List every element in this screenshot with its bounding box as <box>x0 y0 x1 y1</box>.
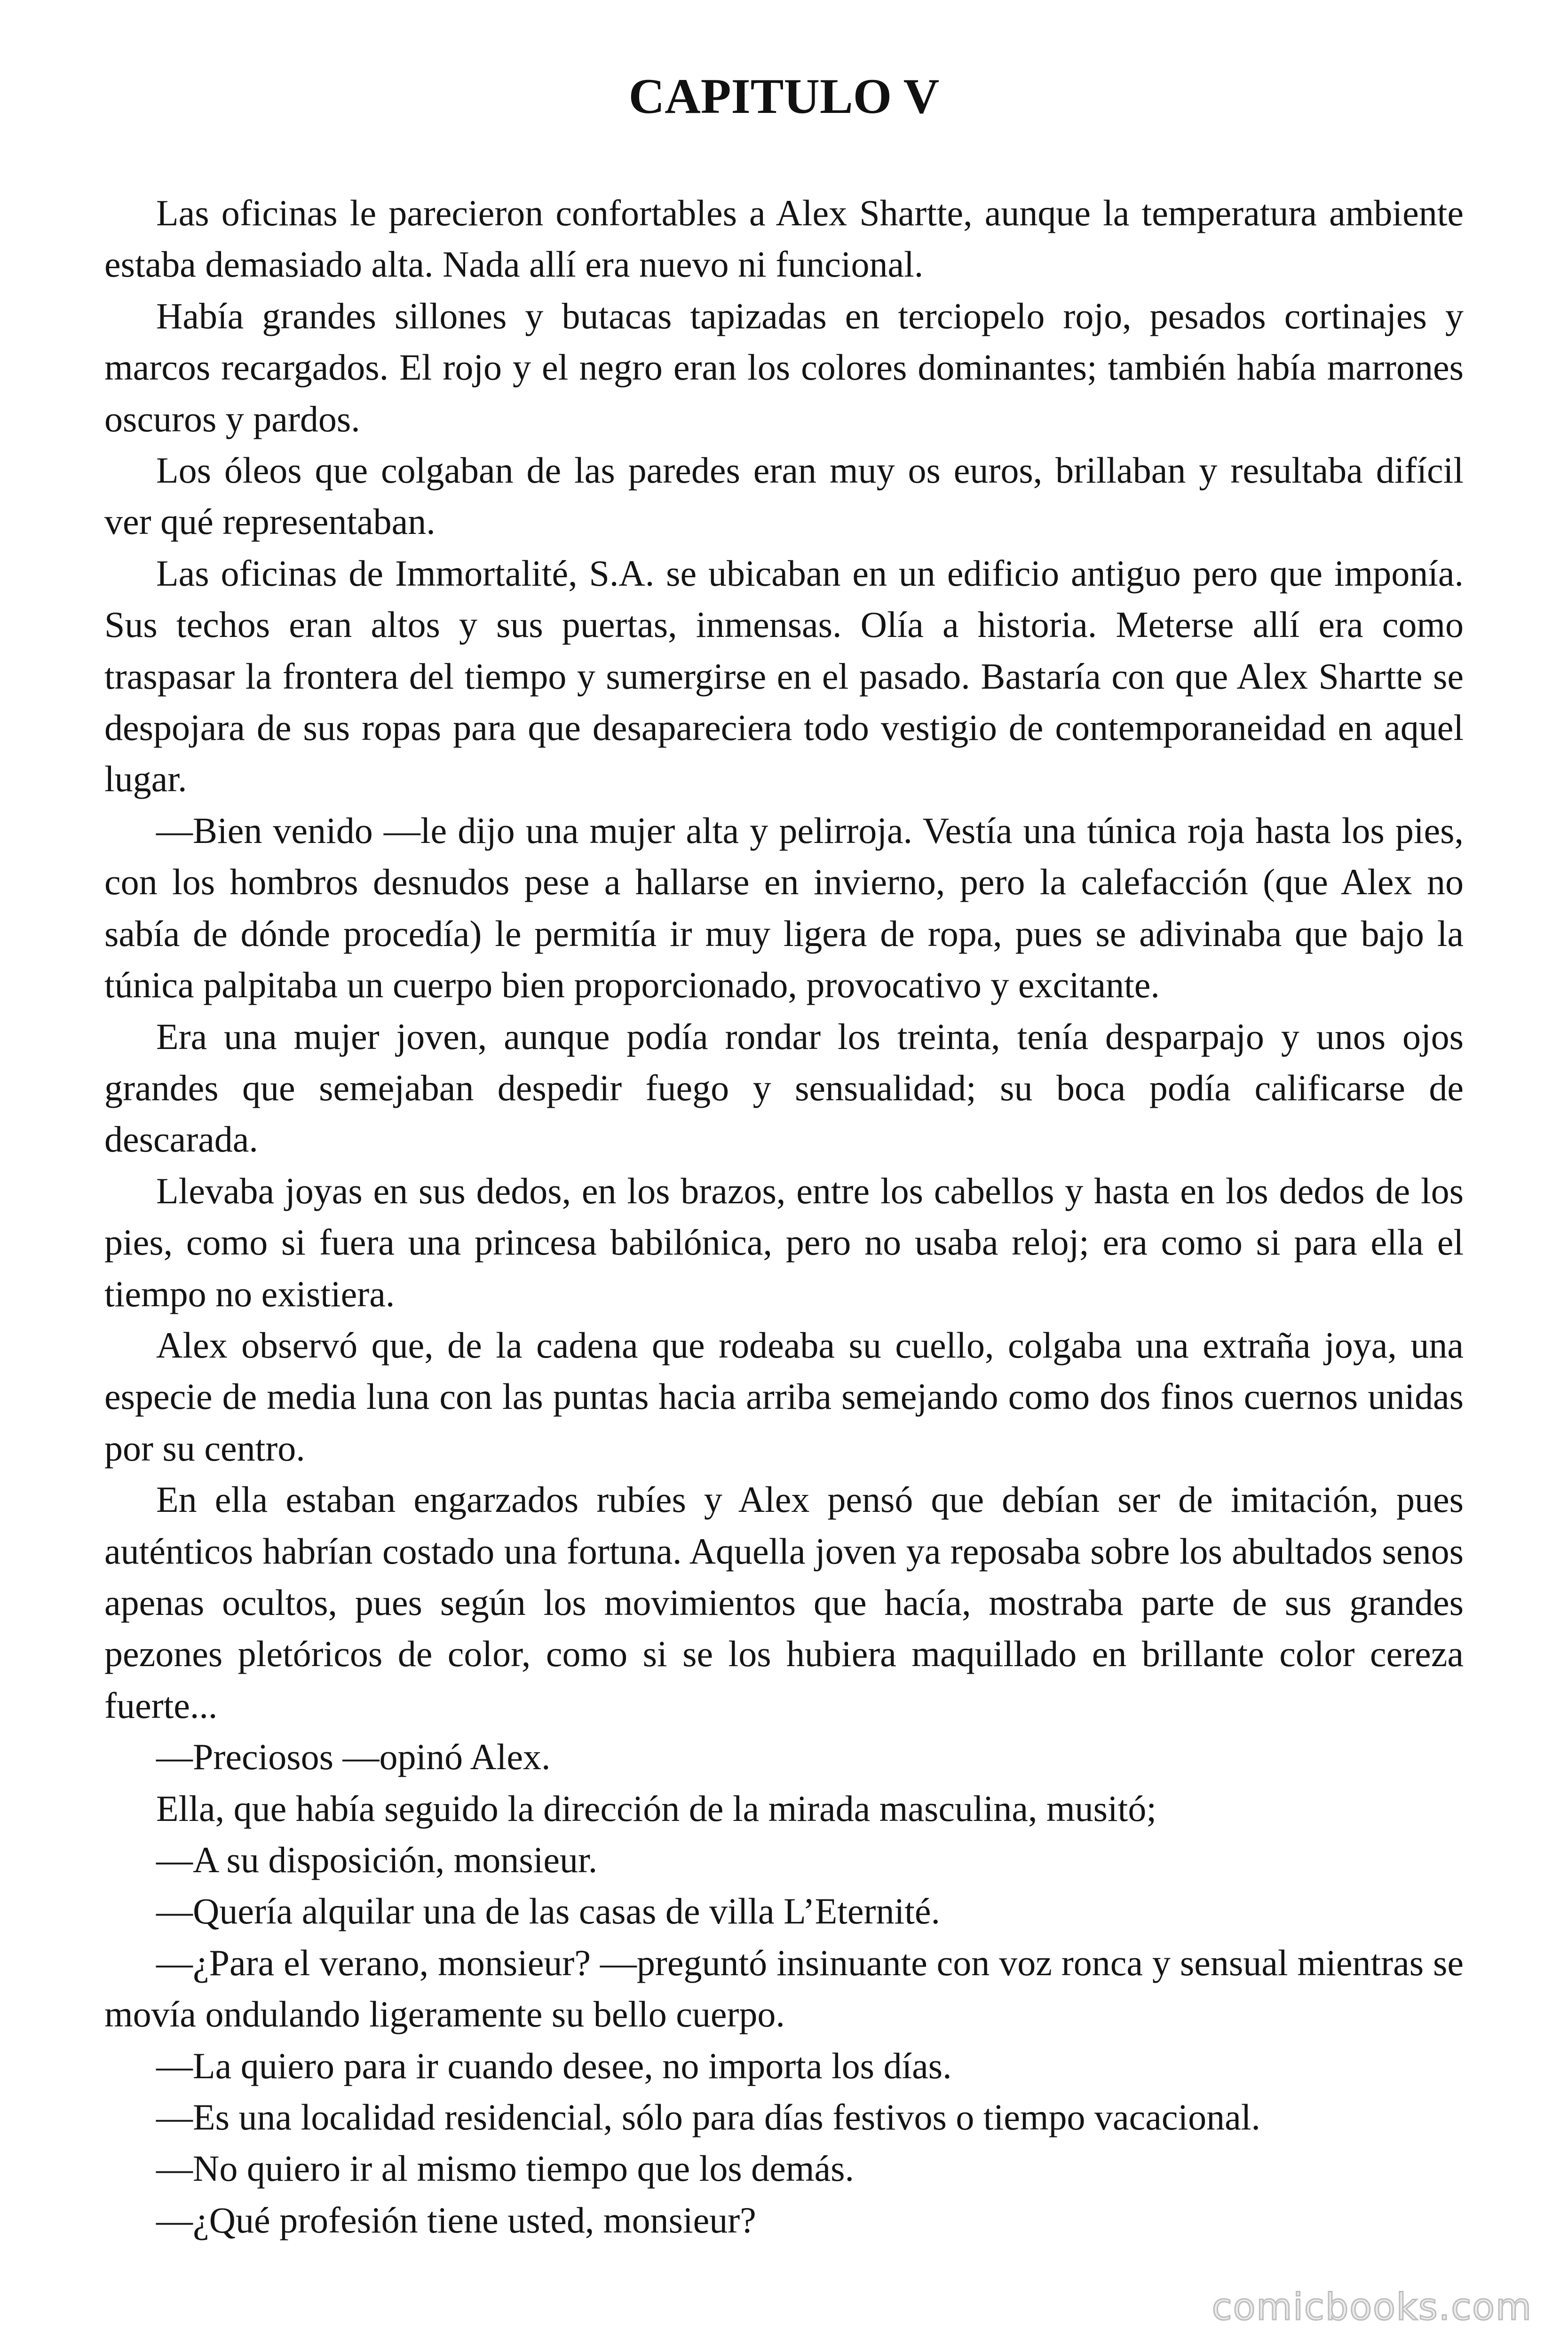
paragraph: —¿Para el verano, monsieur? —preguntó insinuante con voz ronca y sensual mientras se movía ondulando ligeramente su bello cuerpo. <box>104 1942 1464 2035</box>
paragraph: En ella estaban engarzados rubíes y Alex pensó que debían ser de imitación, pues auténticos habrían costado una fortuna. Aquella joven ya reposaba sobre los abultados senos apenas ocultos, pues según los movimientos que hacía, mostraba parte de sus grandes pezones pletóricos de color, como si se los hubiera maquillado en brillante color cereza fuerte... <box>104 1479 1464 1726</box>
paragraph: Era una mujer joven, aunque podía rondar los treinta, tenía desparpajo y unos ojos grandes que semejaban despedir fuego y sensualidad; su boca podía calificarse de descarada. <box>104 1016 1464 1160</box>
paragraph: Había grandes sillones y butacas tapizadas en terciopelo rojo, pesados cortinajes y marcos recargados. El rojo y el negro eran los colores dominantes; también había marrones oscuros y pardos. <box>104 295 1464 439</box>
chapter-body <box>104 187 1464 2246</box>
paragraph: Los óleos que colgaban de las paredes eran muy os euros, brillaban y resultaba difícil ver qué representaban. <box>104 450 1464 542</box>
paragraph: Las oficinas de Immortalité, S.A. se ubicaban en un edificio antiguo pero que imponía. Sus techos eran altos y sus puertas, inmensas. Olía a historia. Meterse allí era como traspasar la frontera del tiempo y sumergirse en el pasado. Bastaría con que Alex Shartte se despojara de sus ropas para que desapareciera todo vestigio de contemporaneidad en aquel lugar. <box>104 552 1464 800</box>
paragraph: Llevaba joyas en sus dedos, en los brazos, entre los cabellos y hasta en los dedos de los pies, como si fuera una princesa babilónica, pero no usaba reloj; era como si para ella el tiempo no existiera. <box>104 1170 1464 1314</box>
paragraph: Ella, que había seguido la dirección de la mirada masculina, musitó; <box>156 1788 1156 1829</box>
paragraph: —Preciosos —opinó Alex. <box>156 1736 551 1778</box>
paragraph: —¿Qué profesión tiene usted, monsieur? <box>156 2199 756 2241</box>
paragraph: —Bien venido —le dijo una mujer alta y pelirroja. Vestía una túnica roja hasta los pies, con los hombros desnudos pese a hallarse en invierno, pero la calefacción (que Alex no sabía de dónde procedía) le permitía ir muy ligera de ropa, pues se adivinaba que bajo la túnica palpitaba un cuerpo bien proporcionado, provocativo y excitante. <box>104 810 1464 1006</box>
chapter-title: CAPITULO V <box>628 69 940 124</box>
paragraph: Las oficinas le parecieron confortables a Alex Shartte, aunque la temperatura ambiente estaba demasiado alta. Nada allí era nuevo ni funcional. <box>104 192 1464 285</box>
paragraph: —Quería alquilar una de las casas de villa L’Eternité. <box>156 1891 940 1932</box>
paragraph: Alex observó que, de la cadena que rodeaba su cuello, colgaba una extraña joya, una especie de media luna con las puntas hacia arriba semejando como dos finos cuernos unidas por su centro. <box>104 1324 1464 1469</box>
paragraph: —Es una localidad residencial, sólo para días festivos o tiempo vacacional. <box>156 2097 1260 2138</box>
watermark: comicbooks.com <box>1212 2286 1532 2328</box>
paragraph: —La quiero para ir cuando desee, no importa los días. <box>156 2045 952 2086</box>
paragraph: —A su disposición, monsieur. <box>156 1839 598 1880</box>
paragraph: —No quiero ir al mismo tiempo que los demás. <box>156 2148 854 2189</box>
